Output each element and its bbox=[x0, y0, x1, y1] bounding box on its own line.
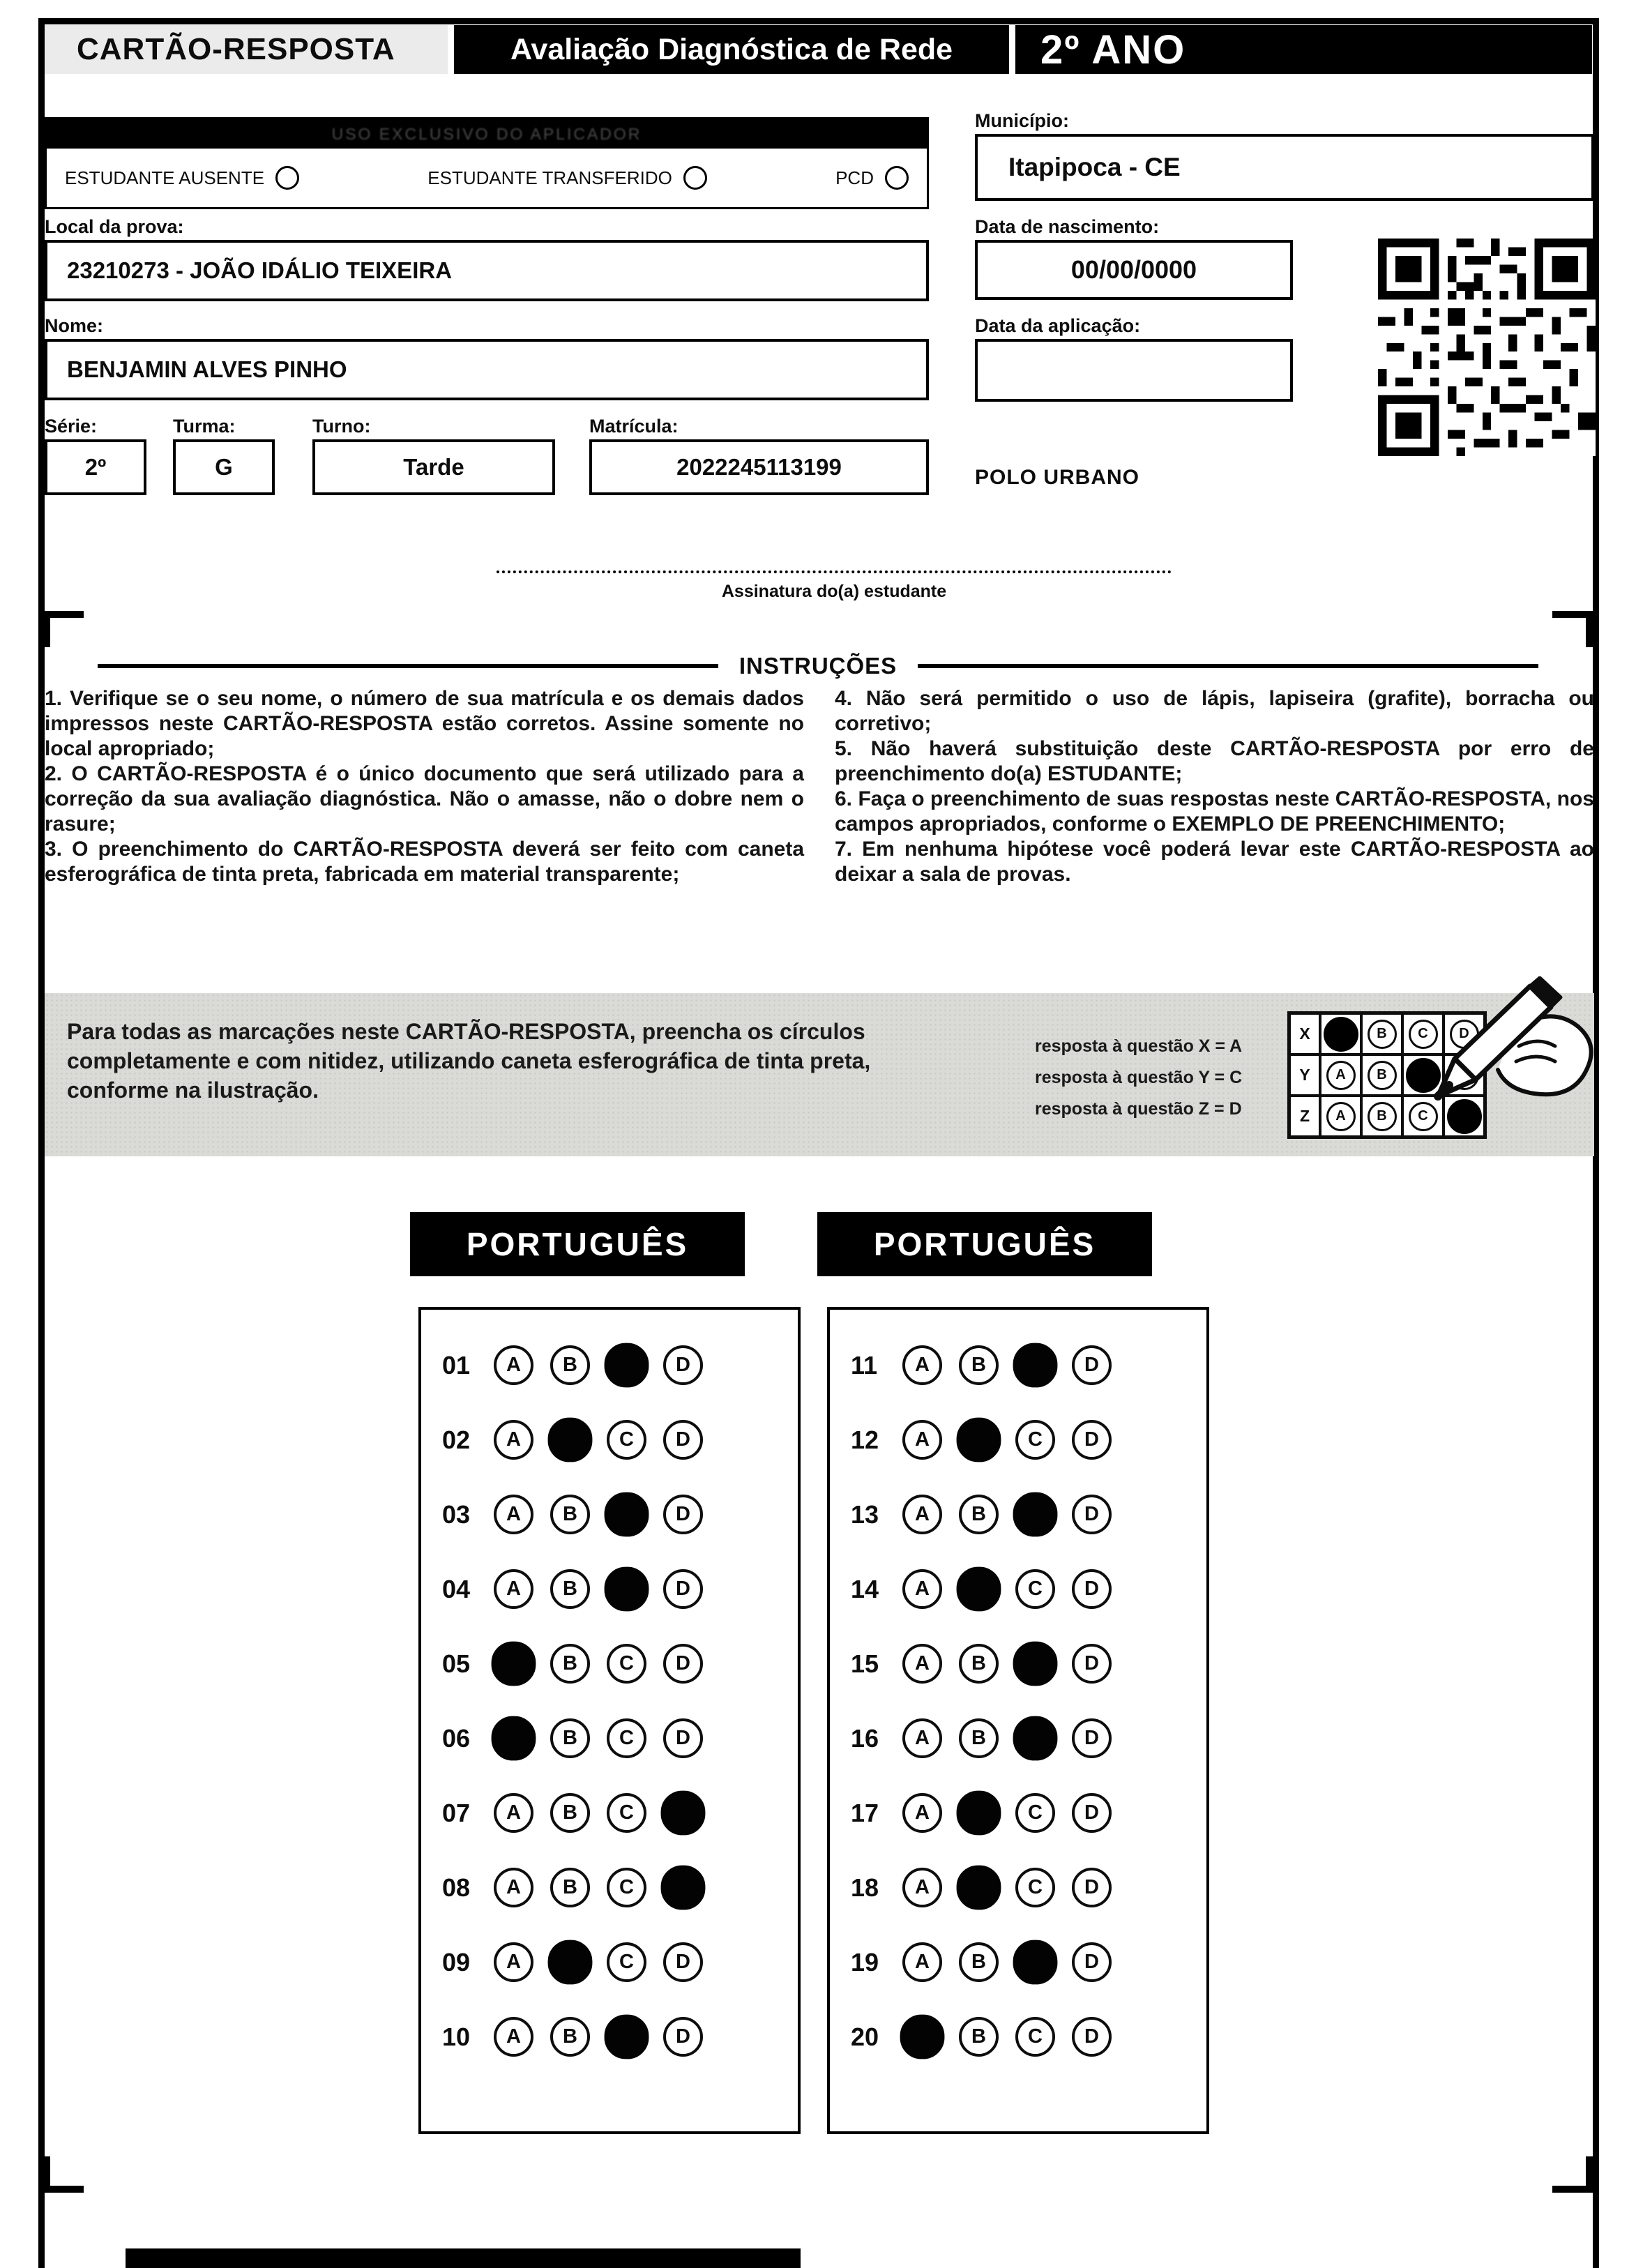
registration-mark-top-left bbox=[43, 611, 84, 647]
answer-bubble[interactable]: B bbox=[959, 1495, 999, 1534]
registration-mark-bottom-right bbox=[1552, 2156, 1593, 2193]
answer-bubble[interactable]: A bbox=[494, 1942, 533, 1982]
answer-bubble[interactable]: A bbox=[902, 1793, 942, 1833]
question-number: 11 bbox=[851, 1350, 878, 1379]
example-bubble: A bbox=[1326, 1061, 1356, 1090]
question-number: 05 bbox=[442, 1649, 471, 1678]
answer-bubble[interactable] bbox=[1013, 1716, 1058, 1761]
answer-bubble[interactable]: C bbox=[607, 1718, 646, 1758]
answer-bubble[interactable]: D bbox=[663, 1345, 703, 1385]
answer-bubble[interactable]: A bbox=[902, 1420, 942, 1460]
applicator-checkbox bbox=[835, 166, 909, 190]
applicator-checkbox bbox=[427, 166, 707, 190]
question-number: 09 bbox=[442, 1947, 471, 1976]
answer-bubble[interactable]: A bbox=[494, 1420, 533, 1460]
matricula-label: Matrícula: bbox=[589, 416, 679, 437]
answer-row bbox=[442, 1925, 798, 1999]
answer-bubble[interactable]: B bbox=[550, 1345, 590, 1385]
example-bubble: B bbox=[1368, 1102, 1397, 1131]
instruction-item: 3. O preenchimento do CARTÃO-RESPOSTA deverá ser feito com caneta esferográfica de tinta preta, fabricada em material transparente; bbox=[45, 838, 804, 886]
bottom-edge-bar bbox=[126, 2248, 801, 2268]
answer-bubble[interactable] bbox=[1013, 1492, 1058, 1537]
answer-row bbox=[851, 1403, 1206, 1477]
example-grid-cell bbox=[1320, 1096, 1361, 1137]
instruction-item: 4. Não será permitido o uso de lápis, lapiseira (grafite), borracha ou corretivo; bbox=[835, 687, 1594, 735]
answer-bubble[interactable]: B bbox=[550, 1868, 590, 1907]
answer-row bbox=[442, 1552, 798, 1626]
instructions-col-left bbox=[45, 686, 804, 887]
question-number: 03 bbox=[442, 1499, 471, 1529]
answer-bubble[interactable]: D bbox=[1072, 1569, 1112, 1609]
answer-bubble[interactable]: D bbox=[663, 1420, 703, 1460]
answer-bubble[interactable]: B bbox=[550, 1569, 590, 1609]
turno-label: Turno: bbox=[312, 416, 371, 437]
answer-box-1 bbox=[418, 1307, 801, 2134]
answer-bubble[interactable]: C bbox=[1015, 1569, 1055, 1609]
answer-bubble[interactable] bbox=[605, 1567, 649, 1612]
example-bubble: C bbox=[1409, 1102, 1438, 1131]
nascimento-label: Data de nascimento: bbox=[975, 216, 1160, 237]
answer-bubble[interactable]: A bbox=[902, 1718, 942, 1758]
answer-bubble[interactable] bbox=[1013, 1343, 1058, 1388]
answer-bubble[interactable] bbox=[492, 1642, 536, 1686]
answer-bubble[interactable]: C bbox=[607, 1868, 646, 1907]
signature-label: Assinatura do(a) estudante bbox=[721, 582, 947, 601]
answer-bubble[interactable]: D bbox=[1072, 1644, 1112, 1684]
answer-bubble[interactable]: A bbox=[902, 1495, 942, 1534]
answer-bubble[interactable]: D bbox=[1072, 1420, 1112, 1460]
answer-bubble[interactable]: A bbox=[494, 1495, 533, 1534]
sheet-title: CARTÃO-RESPOSTA bbox=[45, 25, 448, 74]
answer-bubble[interactable]: C bbox=[1015, 1868, 1055, 1907]
instructions-body bbox=[45, 686, 1594, 887]
fill-example-captions bbox=[1035, 1031, 1242, 1125]
grade-label: 2º ANO bbox=[1015, 25, 1592, 74]
instruction-item: 5. Não haverá substituição deste CARTÃO-RESPOSTA por erro de preenchimento do(a) ESTUDANTE; bbox=[835, 737, 1594, 785]
applicator-bar bbox=[47, 119, 927, 149]
answer-bubble[interactable]: D bbox=[663, 1942, 703, 1982]
answer-bubble[interactable]: B bbox=[550, 1644, 590, 1684]
answer-bubble[interactable] bbox=[957, 1866, 1001, 1910]
turma-label: Turma: bbox=[173, 416, 236, 437]
answer-bubble[interactable]: C bbox=[607, 1644, 646, 1684]
subject-header-1: PORTUGUÊS bbox=[410, 1212, 745, 1276]
answer-bubble[interactable]: C bbox=[1015, 2017, 1055, 2057]
answer-bubble[interactable] bbox=[605, 2015, 649, 2059]
answer-bubble[interactable] bbox=[548, 1940, 593, 1985]
answer-bubble[interactable]: C bbox=[607, 1420, 646, 1460]
answer-row bbox=[442, 1850, 798, 1925]
question-number: 13 bbox=[851, 1499, 879, 1529]
question-number: 16 bbox=[851, 1723, 879, 1753]
answer-bubble[interactable]: D bbox=[1072, 1942, 1112, 1982]
answer-bubble[interactable]: D bbox=[663, 1495, 703, 1534]
question-number: 01 bbox=[442, 1350, 471, 1379]
fill-example-text: Para todas as marcações neste CARTÃO-RESPOSTA, preencha os círculos completamente e com nitidez, utilizando caneta esferográfica de tinta preta, conforme na ilustração. bbox=[67, 1019, 871, 1103]
registration-mark-top-right bbox=[1552, 611, 1593, 647]
answer-row bbox=[851, 1701, 1206, 1776]
instructions-title: INSTRUÇÕES bbox=[739, 653, 897, 679]
answer-bubble[interactable]: B bbox=[959, 1644, 999, 1684]
answer-row bbox=[851, 1776, 1206, 1850]
applicator-checkbox-row bbox=[47, 149, 927, 207]
question-number: 08 bbox=[442, 1873, 471, 1902]
example-bubble: D bbox=[1450, 1020, 1479, 1049]
answer-bubble[interactable]: B bbox=[959, 1718, 999, 1758]
answer-row bbox=[851, 1999, 1206, 2074]
question-number: 18 bbox=[851, 1873, 879, 1902]
example-row-label: X bbox=[1289, 1013, 1320, 1054]
answer-bubble[interactable]: D bbox=[1072, 1793, 1112, 1833]
answer-bubble[interactable] bbox=[957, 1567, 1001, 1612]
instruction-item: 2. O CARTÃO-RESPOSTA é o único documento que será utilizado para a correção da sua avaliação diagnóstica. Não o amasse, não o dobre nem o rasure; bbox=[45, 762, 804, 836]
answer-bubble[interactable] bbox=[1013, 1642, 1058, 1686]
turno-value-box: Tarde bbox=[312, 439, 555, 495]
answer-bubble[interactable]: C bbox=[607, 1942, 646, 1982]
example-grid-cell bbox=[1361, 1054, 1402, 1096]
answer-row bbox=[442, 1403, 798, 1477]
instructions-rule-left bbox=[98, 664, 718, 668]
answer-bubble[interactable]: B bbox=[550, 1495, 590, 1534]
applicator-checkbox bbox=[65, 166, 299, 190]
question-number: 07 bbox=[442, 1798, 471, 1827]
answer-bubble[interactable] bbox=[605, 1492, 649, 1537]
hand-with-pen-icon bbox=[1406, 976, 1594, 1116]
answer-bubble[interactable]: A bbox=[902, 1569, 942, 1609]
question-number: 17 bbox=[851, 1798, 879, 1827]
signature-line[interactable] bbox=[497, 570, 1172, 573]
question-number: 20 bbox=[851, 2022, 879, 2051]
answer-bubble[interactable]: B bbox=[959, 1345, 999, 1385]
answer-bubble[interactable]: D bbox=[1072, 1718, 1112, 1758]
answer-bubble[interactable]: A bbox=[902, 1644, 942, 1684]
checkbox-circle[interactable] bbox=[683, 166, 707, 190]
answer-row bbox=[851, 1477, 1206, 1552]
example-bubble: A bbox=[1326, 1102, 1356, 1131]
answer-bubble[interactable]: D bbox=[1072, 1495, 1112, 1534]
instruction-item: 6. Faça o preenchimento de suas respostas neste CARTÃO-RESPOSTA, nos campos apropriados, conforme o EXEMPLO DE PREENCHIMENTO; bbox=[835, 787, 1594, 836]
answer-bubble[interactable] bbox=[492, 1716, 536, 1761]
answer-bubble[interactable]: A bbox=[494, 2017, 533, 2057]
sheet-subtitle: Avaliação Diagnóstica de Rede bbox=[454, 25, 1009, 74]
answer-bubble[interactable]: A bbox=[494, 1793, 533, 1833]
answer-bubble[interactable]: D bbox=[1072, 2017, 1112, 2057]
fill-example-caption: resposta à questão Y = C bbox=[1035, 1068, 1243, 1087]
answer-row bbox=[442, 1328, 798, 1403]
aplicacao-value-box[interactable] bbox=[975, 339, 1293, 402]
checkbox-label: PCD bbox=[835, 167, 874, 188]
example-row-label: Z bbox=[1289, 1096, 1320, 1137]
answer-row bbox=[851, 1850, 1206, 1925]
local-label: Local da prova: bbox=[45, 216, 184, 237]
answer-bubble[interactable]: B bbox=[959, 1942, 999, 1982]
matricula-value-box: 2022245113199 bbox=[589, 439, 929, 495]
municipio-label: Município: bbox=[975, 110, 1069, 131]
registration-mark-bottom-left bbox=[43, 2156, 84, 2193]
answer-bubble[interactable] bbox=[661, 1791, 706, 1836]
question-number: 15 bbox=[851, 1649, 879, 1678]
example-grid-cell bbox=[1320, 1013, 1361, 1054]
turma-value-box: G bbox=[173, 439, 275, 495]
example-bubble: B bbox=[1368, 1061, 1397, 1090]
answer-bubble[interactable]: D bbox=[663, 1569, 703, 1609]
answer-row bbox=[851, 1328, 1206, 1403]
answer-row bbox=[442, 1999, 798, 2074]
answer-bubble[interactable]: C bbox=[1015, 1793, 1055, 1833]
answer-bubble[interactable] bbox=[1013, 1940, 1058, 1985]
instruction-item: 7. Em nenhuma hipótese você poderá levar este CARTÃO-RESPOSTA ao deixar a sala de provas. bbox=[835, 838, 1594, 886]
answer-bubble[interactable] bbox=[957, 1791, 1001, 1836]
checkbox-circle[interactable] bbox=[885, 166, 909, 190]
answer-bubble[interactable]: C bbox=[607, 1793, 646, 1833]
answer-bubble[interactable]: B bbox=[550, 2017, 590, 2057]
answer-row bbox=[851, 1626, 1206, 1701]
answer-row bbox=[442, 1776, 798, 1850]
answer-bubble[interactable] bbox=[605, 1343, 649, 1388]
question-number: 19 bbox=[851, 1947, 879, 1976]
aplicacao-label: Data da aplicação: bbox=[975, 315, 1141, 336]
serie-value-box: 2º bbox=[45, 439, 146, 495]
example-grid-cell bbox=[1320, 1054, 1361, 1096]
municipio-value-box: Itapipoca - CE bbox=[975, 134, 1594, 201]
example-grid-cell bbox=[1361, 1096, 1402, 1137]
answer-bubble[interactable]: A bbox=[494, 1345, 533, 1385]
instructions-rule-right bbox=[918, 664, 1538, 668]
fill-example-caption: resposta à questão Z = D bbox=[1035, 1099, 1242, 1119]
answer-bubble[interactable]: C bbox=[1015, 1420, 1055, 1460]
answer-bubble[interactable]: D bbox=[663, 1644, 703, 1684]
applicator-bar-label: USO EXCLUSIVO DO APLICADOR bbox=[331, 124, 642, 143]
answer-row bbox=[851, 1925, 1206, 1999]
answer-bubble[interactable]: A bbox=[902, 1868, 942, 1907]
answer-bubble[interactable]: B bbox=[550, 1793, 590, 1833]
nascimento-value-box: 00/00/0000 bbox=[975, 240, 1293, 300]
nome-value-box: BENJAMIN ALVES PINHO bbox=[45, 339, 929, 400]
answer-bubble[interactable]: D bbox=[663, 2017, 703, 2057]
answer-row bbox=[442, 1701, 798, 1776]
example-bubble: C bbox=[1409, 1020, 1438, 1049]
answer-bubble[interactable] bbox=[957, 1418, 1001, 1462]
answer-row bbox=[851, 1552, 1206, 1626]
nome-label: Nome: bbox=[45, 315, 104, 336]
answer-bubble[interactable] bbox=[661, 1866, 706, 1910]
answer-bubble[interactable]: D bbox=[663, 1718, 703, 1758]
example-bubble: B bbox=[1368, 1020, 1397, 1049]
applicator-section bbox=[45, 117, 929, 209]
question-number: 06 bbox=[442, 1723, 471, 1753]
subject-header-2: PORTUGUÊS bbox=[817, 1212, 1152, 1276]
fill-example-caption: resposta à questão X = A bbox=[1035, 1036, 1243, 1056]
checkbox-label: ESTUDANTE TRANSFERIDO bbox=[427, 167, 672, 188]
answer-bubble[interactable]: A bbox=[494, 1868, 533, 1907]
answer-bubble[interactable]: A bbox=[494, 1569, 533, 1609]
question-number: 14 bbox=[851, 1574, 879, 1603]
question-number: 04 bbox=[442, 1574, 471, 1603]
answer-bubble[interactable]: A bbox=[902, 1345, 942, 1385]
polo-label: POLO URBANO bbox=[975, 466, 1139, 489]
question-number: 10 bbox=[442, 2022, 471, 2051]
answer-row bbox=[442, 1626, 798, 1701]
qr-code bbox=[1378, 239, 1596, 456]
answer-bubble[interactable]: B bbox=[550, 1718, 590, 1758]
answer-bubble[interactable]: B bbox=[959, 2017, 999, 2057]
instructions-header bbox=[98, 653, 1538, 679]
answer-bubble[interactable]: D bbox=[1072, 1345, 1112, 1385]
answer-box-2 bbox=[827, 1307, 1209, 2134]
checkbox-circle[interactable] bbox=[275, 166, 299, 190]
answer-bubble[interactable]: D bbox=[1072, 1868, 1112, 1907]
question-number: 02 bbox=[442, 1425, 471, 1454]
checkbox-label: ESTUDANTE AUSENTE bbox=[65, 167, 265, 188]
answer-bubble[interactable]: A bbox=[902, 1942, 942, 1982]
answer-bubble[interactable] bbox=[900, 2015, 945, 2059]
instructions-col-right bbox=[835, 686, 1594, 887]
local-value-box: 23210273 - JOÃO IDÁLIO TEIXEIRA bbox=[45, 240, 929, 301]
serie-label: Série: bbox=[45, 416, 98, 437]
example-bubble bbox=[1324, 1017, 1358, 1052]
example-row-label: Y bbox=[1289, 1054, 1320, 1096]
example-grid-cell bbox=[1361, 1013, 1402, 1054]
answer-row bbox=[442, 1477, 798, 1552]
sheet-header bbox=[45, 25, 1592, 74]
answer-bubble[interactable] bbox=[548, 1418, 593, 1462]
fill-example-band bbox=[45, 993, 1594, 1156]
instruction-item: 1. Verifique se o seu nome, o número de sua matrícula e os demais dados impressos neste CARTÃO-RESPOSTA estão corretos. Assine somente no local apropriado; bbox=[45, 687, 804, 760]
question-number: 12 bbox=[851, 1425, 879, 1454]
